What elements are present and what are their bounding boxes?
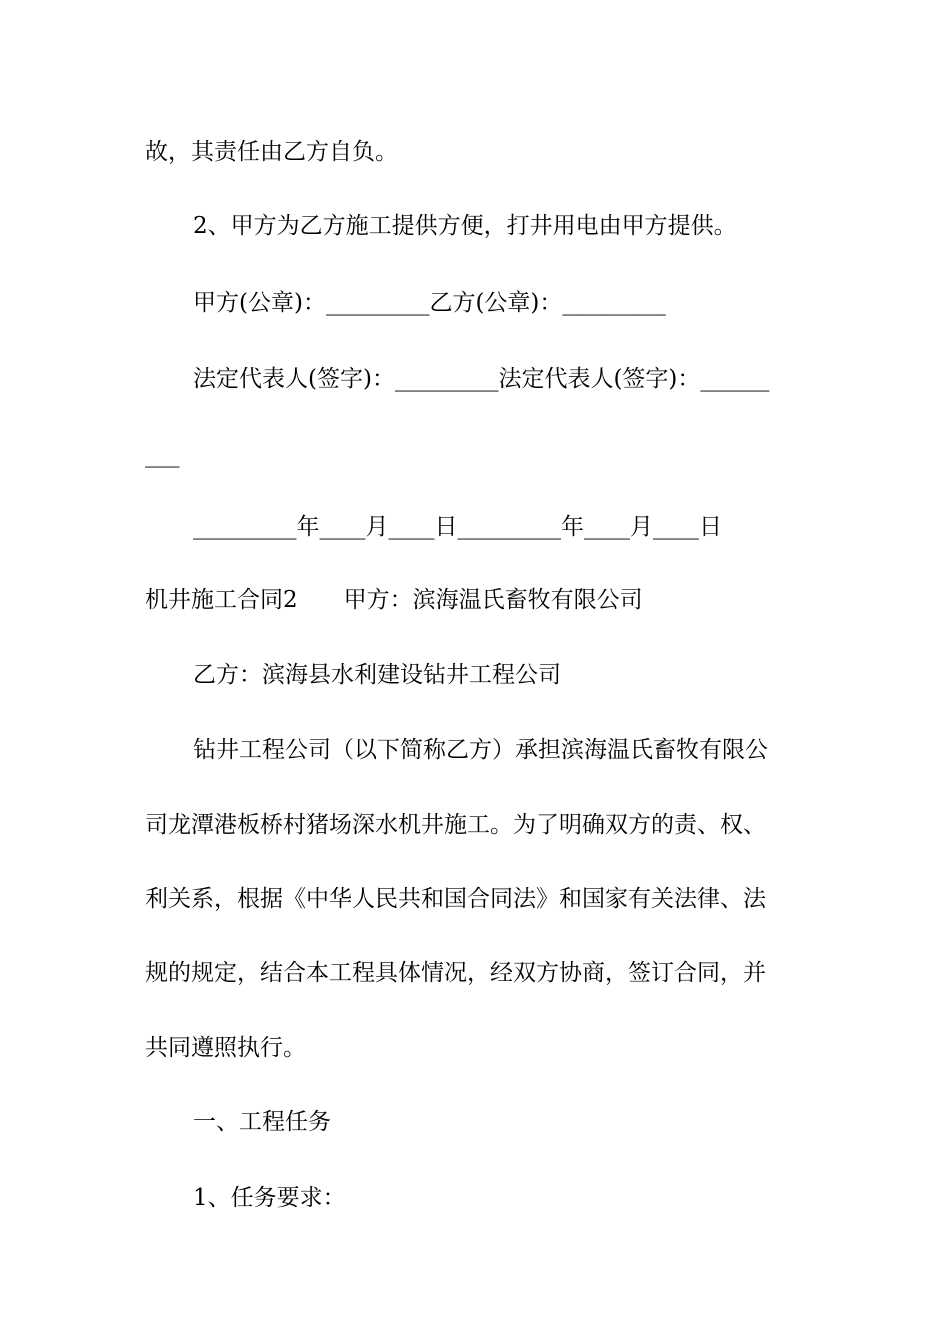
contract-heading: 机井施工合同2 甲方：滨海温氏畜牧有限公司 bbox=[145, 587, 643, 613]
text-line: 故，其责任由乙方自负。 bbox=[145, 139, 398, 165]
text-line: 司龙潭港板桥村猪场深水机井施工。为了明确双方的责、权、 bbox=[145, 812, 766, 838]
party-line: 乙方：滨海县水利建设钻井工程公司 bbox=[193, 662, 561, 688]
text-line: 钻井工程公司（以下简称乙方）承担滨海温氏畜牧有限公 bbox=[193, 737, 768, 763]
section-heading: 一、工程任务 bbox=[193, 1109, 331, 1135]
signature-line: 法定代表人(签字)：_________法定代表人(签字)：______ bbox=[193, 366, 770, 392]
text-line: 规的规定，结合本工程具体情况，经双方协商，签订合同，并 bbox=[145, 960, 766, 986]
subsection-heading: 1、任务要求： bbox=[193, 1185, 346, 1211]
text-line: 2、甲方为乙方施工提供方便，打井用电由甲方提供。 bbox=[193, 213, 737, 239]
text-line: 共同遵照执行。 bbox=[145, 1035, 306, 1061]
date-line: _________年____月____日_________年____月____日 bbox=[193, 514, 722, 540]
text-line: 利关系，根据《中华人民共和国合同法》和国家有关法律、法 bbox=[145, 886, 766, 912]
signature-line: ___ bbox=[145, 442, 180, 468]
signature-line: 甲方(公章)：_________乙方(公章)：_________ bbox=[193, 290, 666, 316]
